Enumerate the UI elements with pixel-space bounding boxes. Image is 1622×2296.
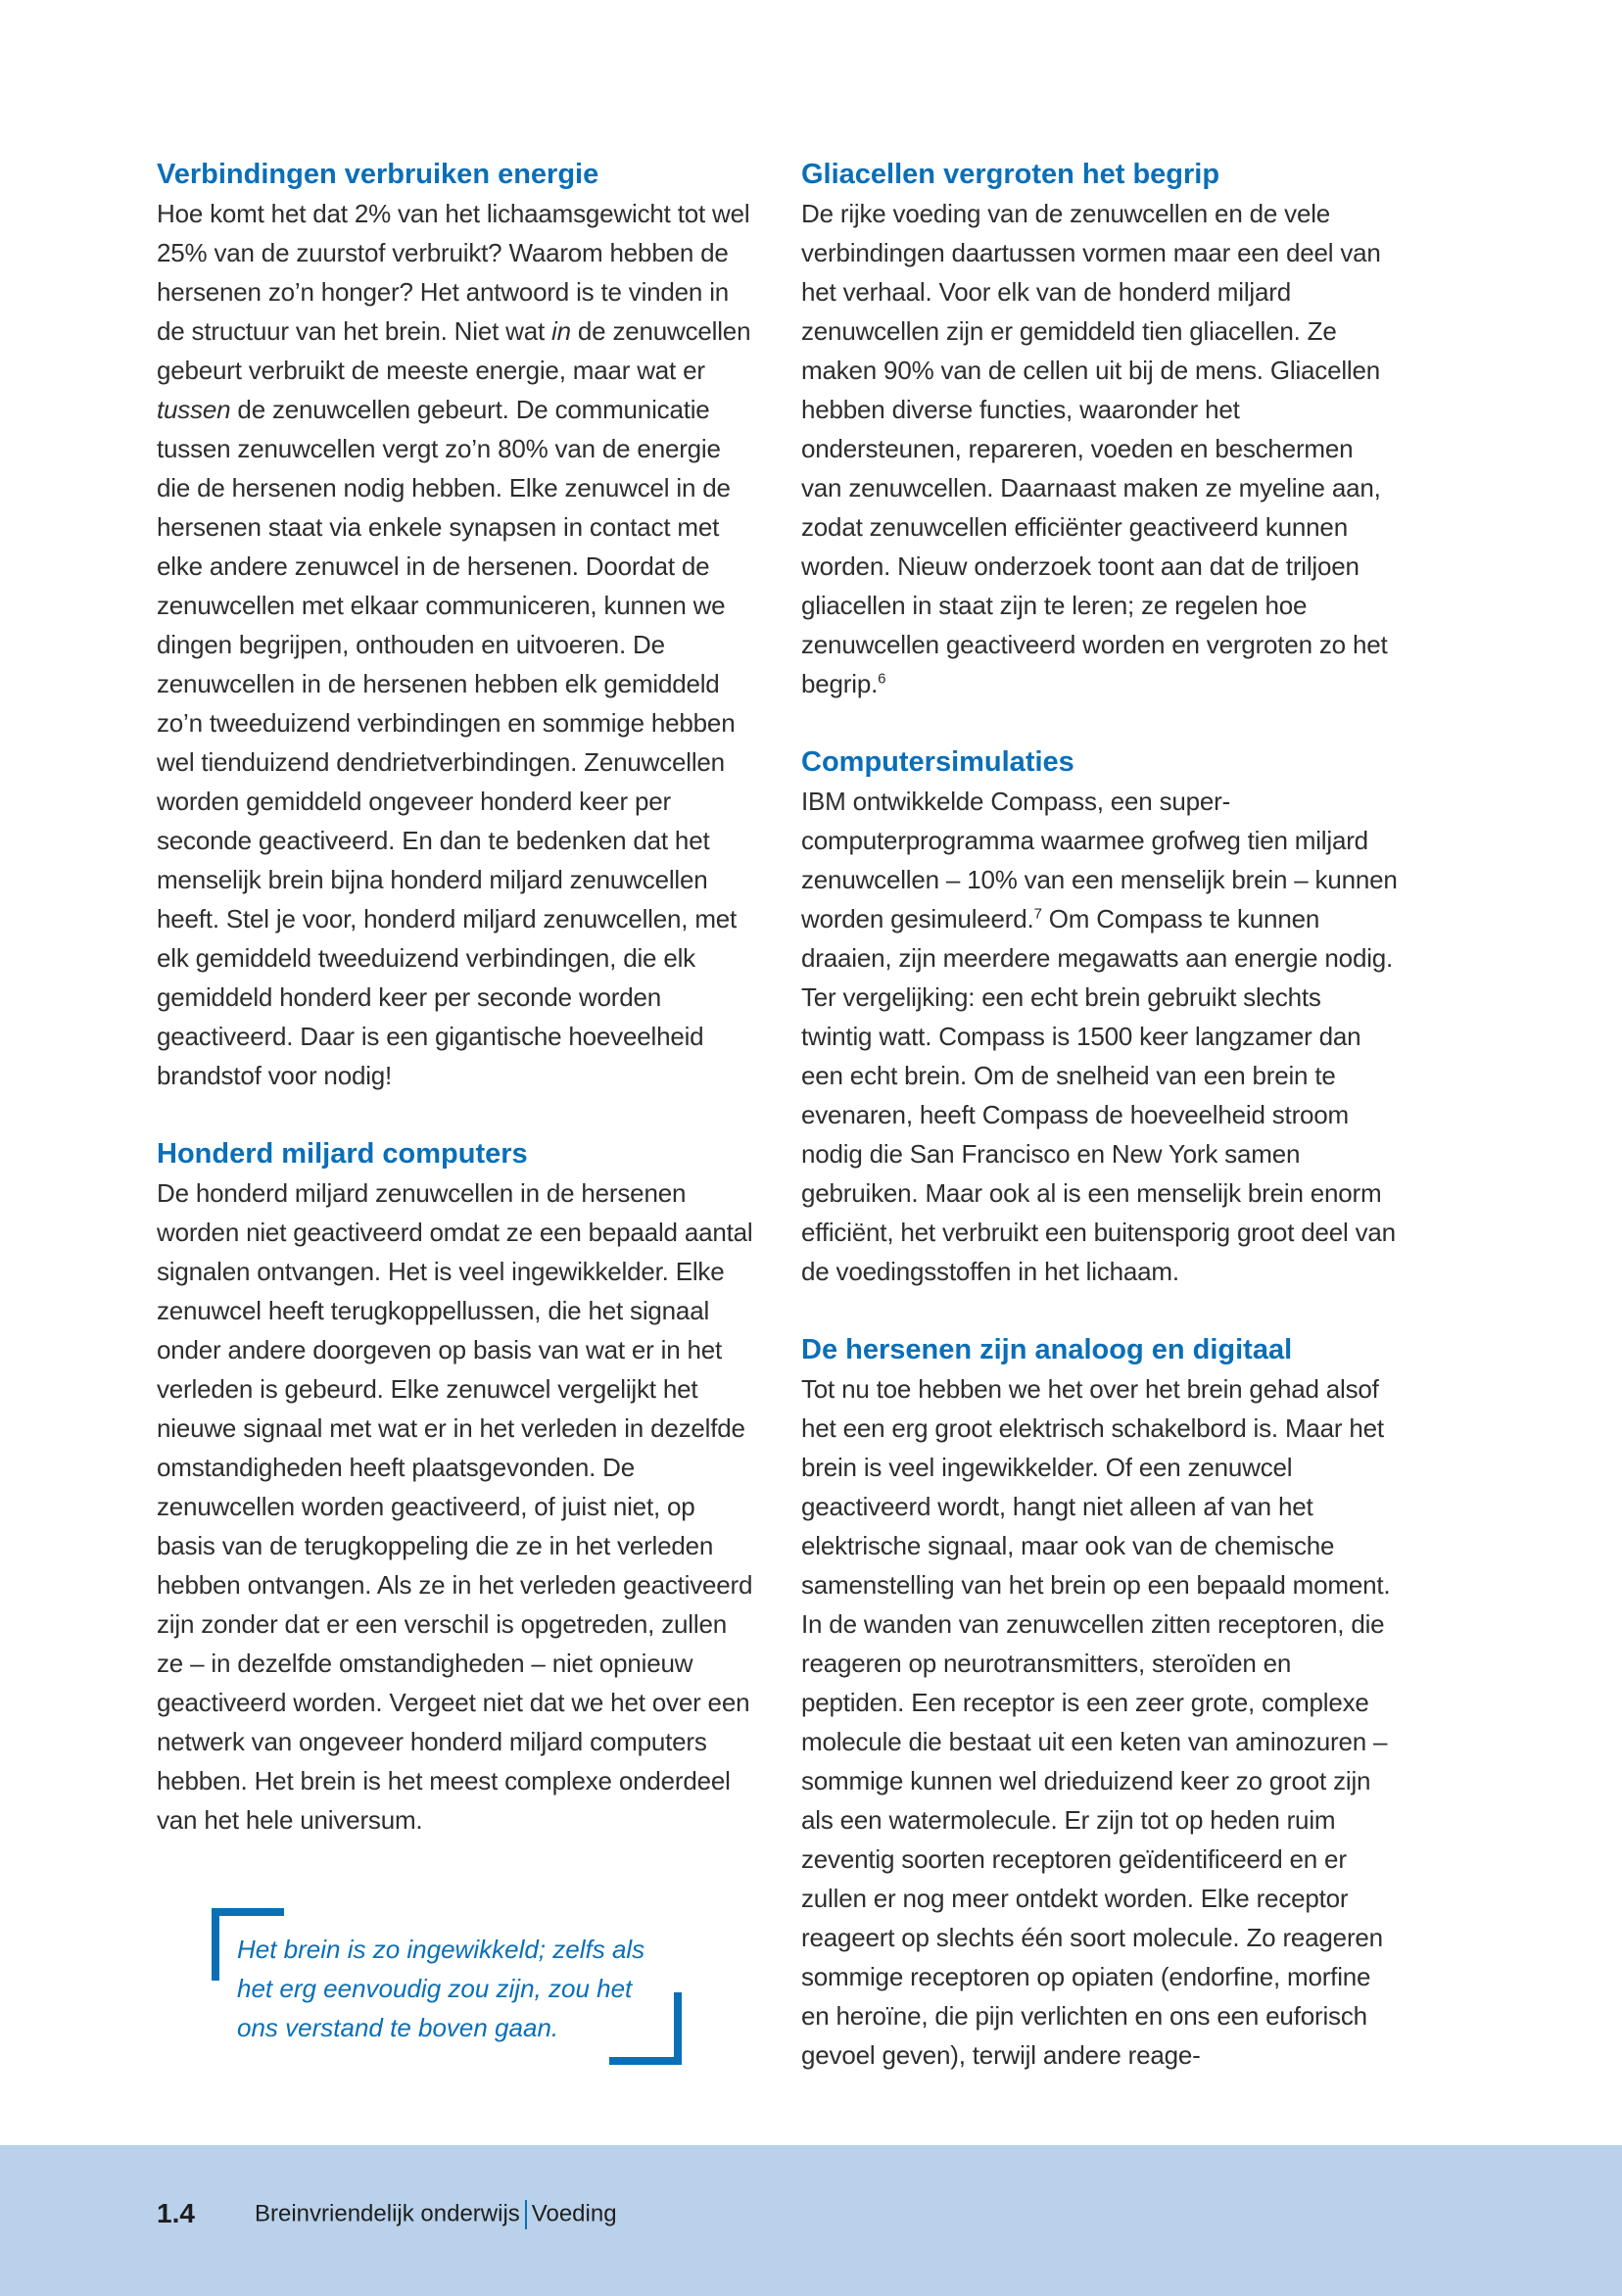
- section-analoog-digitaal: [801, 1330, 1399, 2075]
- text-run: Om Compass te kunnen draaien, zijn meerdere megawatts aan energie nodig. Ter vergelijking: een echt brein gebruikt slechts twintig watt. Compass is 1500 keer langzamer dan een echt brein. Om de snelheid van een brein te evenaren, heeft Compass de hoeveelheid stroom nodig die San Francisco en New York samen gebruiken. Maar ook al is een menselijk brein enorm efficiënt, het verbruikt een buitensporig groot deel van de voedingsstoffen in het lichaam.: [801, 904, 1396, 1286]
- section-heading: Computersimulaties: [801, 746, 1074, 778]
- page-number: 1.4: [157, 2198, 195, 2228]
- section-body: [801, 1369, 1399, 2075]
- section-heading: Honderd miljard computers: [157, 1138, 528, 1170]
- page-footer: [0, 2145, 1622, 2296]
- left-column: [157, 155, 754, 1879]
- section-body: [157, 1173, 754, 1840]
- section-verbindingen: [157, 155, 754, 1095]
- section-body: [801, 782, 1399, 1291]
- footnote-ref: 7: [1033, 905, 1042, 923]
- pull-quote: [212, 1908, 682, 2065]
- book-title: Breinvriendelijk onderwijs: [255, 2200, 520, 2227]
- section-heading: Gliacellen vergroten het begrip: [801, 159, 1220, 190]
- chapter-title: Voeding: [531, 2200, 617, 2227]
- text-run: IBM ontwikkelde Compass, een super-computerprogramma waarmee grofweg tien miljard zenuwcellen – 10% van een menselijk brein – kunnen worden gesimuleerd.: [801, 787, 1398, 933]
- section-heading: De hersenen zijn analoog en digitaal: [801, 1334, 1293, 1365]
- footnote-ref: 6: [878, 670, 886, 688]
- text-run: de zenuwcellen gebeurt. De communicatie tussen zenuwcellen vergt zo’n 80% van de energie die de hersenen nodig hebben. Elke zenuwcel in de hersenen staat via enkele synapsen in contact met elke andere zenuwcel in de hersenen. Doordat de zenuwcellen met elkaar communiceren, kunnen we dingen begrijpen, onthouden en uitvoeren. De zenuwcellen in de hersenen hebben elk gemiddeld zo’n tweeduizend verbindingen en sommige hebben wel tienduizend dendrietverbindingen. Zenuwcellen worden gemiddeld ongeveer honderd keer per seconde geactiveerd. En dan te bedenken dat het menselijk brein bijna honderd miljard zenuwcellen heeft. Stel je voor, honderd miljard zenuwcellen, met elk gemiddeld tweeduizend verbindingen, die elk gemiddeld honderd keer per seconde worden geactiveerd. Daar is een gigantische hoeveelheid brandstof voor nodig!: [157, 395, 738, 1090]
- text-run: de zenuwcellen gebeurt verbruikt de meeste energie, maar wat er: [157, 316, 751, 385]
- right-column: [801, 155, 1399, 2114]
- text-run: De honderd miljard zenuwcellen in de hersenen worden niet geactiveerd omdat ze een bepaald aantal signalen ontvangen. Het is veel ingewikkelder. Elke zenuwcel heeft terugkoppellussen, die het signaal onder andere doorgeven op basis van wat er in het verleden is gebeurd. Elke zenuwcel vergelijkt het nieuwe signaal met wat er in het verleden in dezelfde omstandigheden heeft plaatsgevonden. De zenuwcellen worden geactiveerd, of juist niet, op basis van de terugkoppeling die ze in het verleden hebben ontvangen. Als ze in het verleden geactiveerd zijn zonder dat er een verschil is opgetreden, zullen ze – in dezelfde omstandigheden – niet opnieuw geactiveerd worden. Vergeet niet dat we het over een netwerk van ongeveer honderd miljard computers hebben. Het brein is het meest complexe onderdeel van het hele universum.: [157, 1178, 753, 1835]
- section-gliacellen: [801, 155, 1399, 703]
- italic-run: tussen: [157, 395, 231, 424]
- text-run: Hoe komt het dat 2% van het lichaamsgewicht tot wel 25% van de zuurstof verbruikt? Waarom hebben de hersenen zo’n honger? Het antwoord is te vinden in de structuur van het brein. Niet wat: [157, 199, 750, 346]
- section-body: [801, 194, 1399, 703]
- text-run: De rijke voeding van de zenuwcellen en de vele verbindingen daartussen vormen maar een deel van het verhaal. Voor elk van de honderd miljard zenuwcellen zijn er gemiddeld tien gliacellen. Ze maken 90% van de cellen uit bij de mens. Gliacellen hebben diverse functies, waaronder het ondersteunen, repareren, voeden en beschermen van zenuwcellen. Daarnaast maken ze myeline aan, zodat zenuwcellen efficiënter geactiveerd kunnen worden. Nieuw onderzoek toont aan dat de triljoen gliacellen in staat zijn te leren; ze regelen hoe zenuwcellen geactiveerd worden en vergroten zo het begrip.: [801, 199, 1388, 698]
- section-body: [157, 194, 754, 1095]
- quote-text: Het brein is zo ingewikkeld; zelfs als het erg eenvoudig zou zijn, zou het ons verstand te boven gaan.: [237, 1935, 645, 2042]
- section-heading: Verbindingen verbruiken energie: [157, 159, 599, 190]
- section-honderd-miljard: [157, 1134, 754, 1840]
- italic-run: in: [551, 316, 571, 346]
- running-title: [255, 2200, 617, 2229]
- section-computersimulaties: [801, 742, 1399, 1291]
- title-separator: [525, 2200, 527, 2229]
- text-run: Tot nu toe hebben we het over het brein gehad alsof het een erg groot elektrisch schakelbord is. Maar het brein is veel ingewikkelder. Of een zenuwcel geactiveerd wordt, hangt niet alleen af van het elektrische signaal, maar ook van de chemische samenstelling van het brein op een bepaald moment. In de wanden van zenuwcellen zitten receptoren, die reageren op neurotransmitters, steroïden en peptiden. Een receptor is een zeer grote, complexe molecule die bestaat uit een keten van aminozuren – sommige kunnen wel drieduizend keer zo groot zijn als een watermolecule. Er zijn tot op heden ruim zeventig soorten receptoren geïdentificeerd en er zullen er nog meer ontdekt worden. Elke receptor reageert op slechts één soort molecule. Zo reageren sommige receptoren op opiaten (endorfine, morfine en heroïne, die pijn verlichten en ons een euforisch gevoel geven), terwijl andere reage-: [801, 1374, 1391, 2070]
